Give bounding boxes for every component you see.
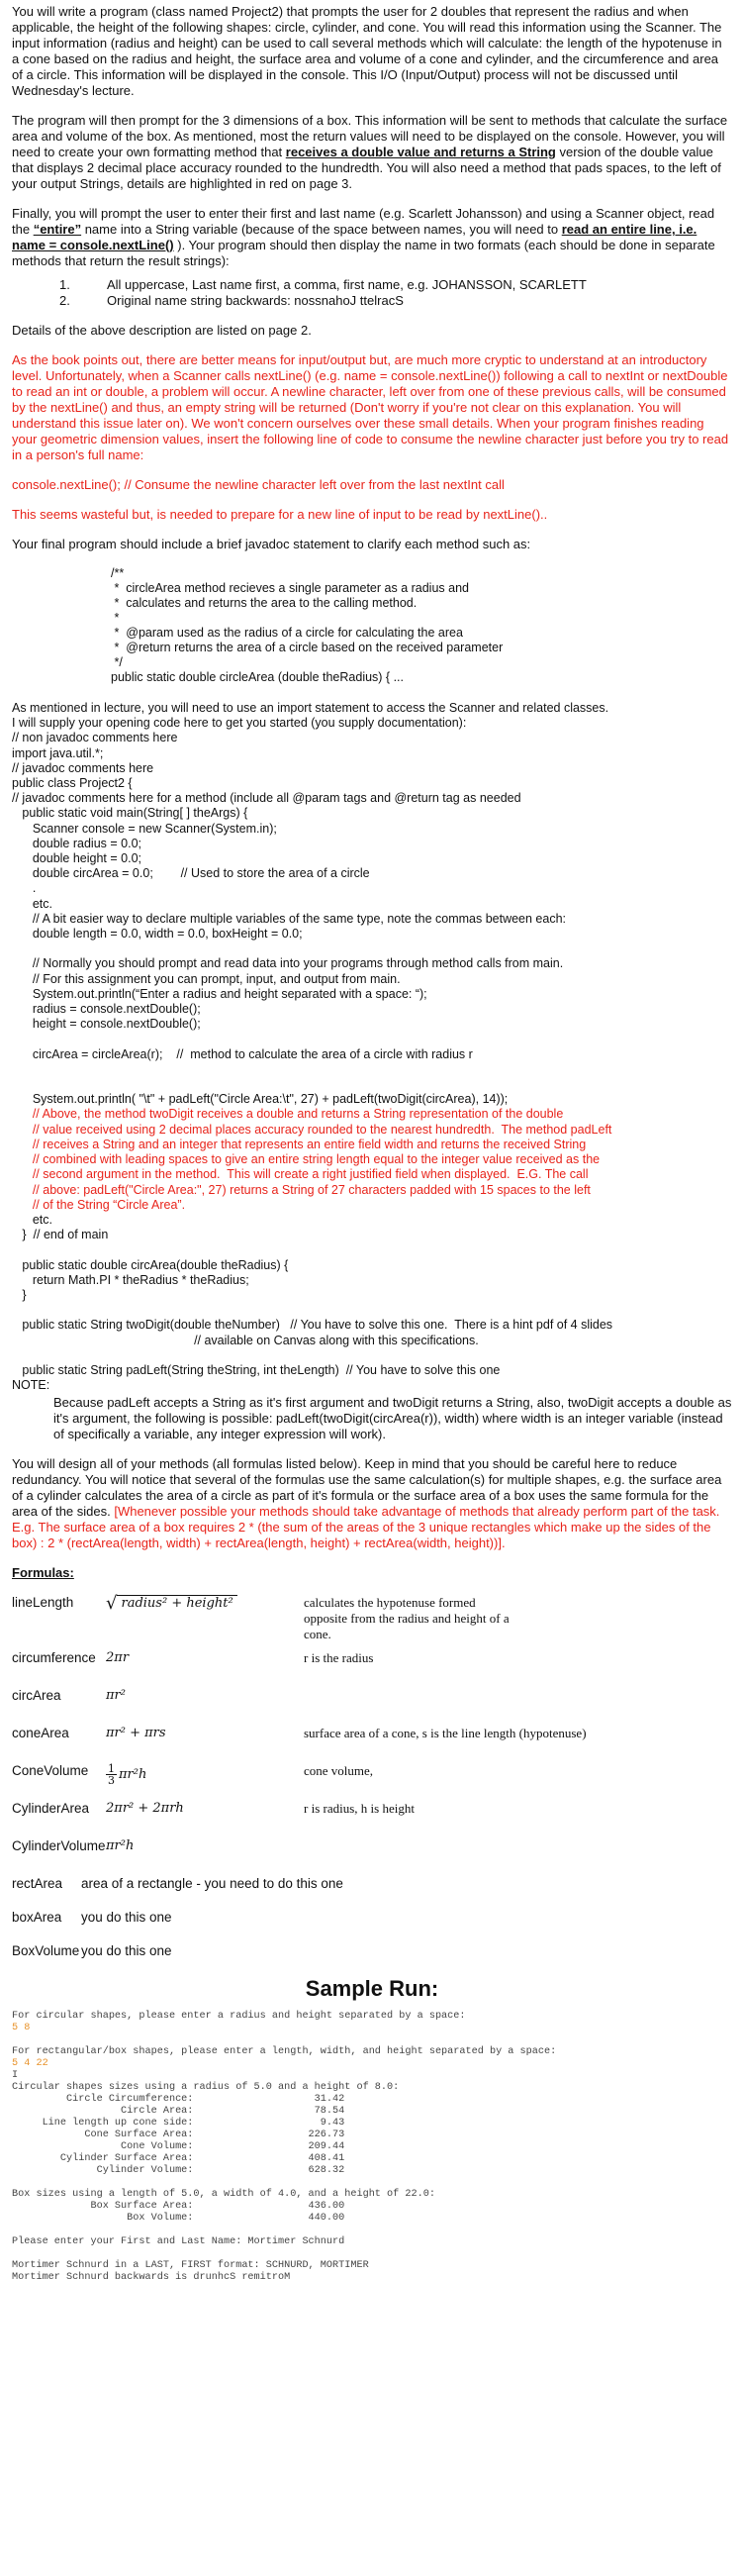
- formula-expression: πr²h: [106, 1838, 135, 1854]
- console-input-circle: 5 8: [12, 2023, 31, 2034]
- newline-code-line: console.nextLine(); // Consume the newline character left over from the last nextInt call: [12, 477, 505, 492]
- formula-name: lineLength: [12, 1595, 74, 1611]
- formula-note: you do this one: [81, 1910, 172, 1926]
- formula-row-conearea: [12, 1726, 732, 1755]
- formula-row-circumference: [12, 1650, 732, 1680]
- formula-row-cylindervolume: [12, 1838, 732, 1868]
- console-cursor: I: [12, 2070, 19, 2082]
- starter-code-end: etc. } // end of main public static double circArea(double theRadius) { return Math.PI * theRadius * theRadius; } public static String twoDigit(double theNumber) // You have to solve this one. There is a hint pdf of 4 slides // available on Canvas along with this specifications. public static String padLeft(String theString, int theLength) // You have to solve this one NOTE:: [12, 1212, 613, 1393]
- formula-note: you do this one: [81, 1943, 172, 1959]
- red-text: [Whenever possible your methods should take advantage of methods that already perform part of the task. E.g. The surface area of a box requires 2 * (the sum of the areas of the 3 unique rectangles which make up the sides of the box) : 2 * (rectArea(length, width) + rectArea(length, height) + rectArea(width, height))].: [12, 1504, 720, 1551]
- formula-description: surface area of a cone, s is the line length (hypotenuse): [304, 1726, 587, 1741]
- starter-code-red-comments: // Above, the method twoDigit receives a double and returns a String representation of the double // value received using 2 decimal places accuracy rounded to the nearest hundredth. The method padLeft // receives a String and an integer that represents an entire field width and returns the received String // combined with leading spaces to give an entire string length equal to the integer value received as the // second argument in the method. This will create a right justified field when displayed. E.G. The call // above: padLeft("Circle Area:", 27) returns a String of 27 characters padded with 15 spaces to the left // of the String “Circle Area”.: [32, 1107, 612, 1212]
- console-input-box: 5 4 22: [12, 2058, 48, 2070]
- formula-note: area of a rectangle - you need to do this one: [81, 1876, 343, 1892]
- text-span: version of the double value that displays 2 decimal place accuracy rounded to the hundredth. You will also need a method that pads spaces, to the left of your output Strings, details are highlighted in red on page 3.: [12, 145, 721, 191]
- formula-row-rectarea: [12, 1876, 732, 1902]
- sample-run-heading: Sample Run:: [305, 1976, 439, 2002]
- formula-row-boxvolume: [12, 1943, 732, 1969]
- formula-row-conevolume: [12, 1763, 732, 1793]
- formula-description: cone volume,: [304, 1763, 374, 1779]
- formula-name: rectArea: [12, 1876, 63, 1892]
- note-text: Because padLeft accepts a String as it's first argument and twoDigit returns a String, also, twoDigit accepts a double as it's argument, the following is possible: padLeft(twoDigit(circArea(r)), width) where width is an integer variable (instead of specifically a variable, any integer expression will work).: [53, 1395, 732, 1442]
- list-item: [59, 277, 732, 293]
- console-name-results: Mortimer Schnurd in a LAST, FIRST format: SCHNURD, MORTIMER Mortimer Schnurd backwards is drunhcS remitroM: [12, 2260, 369, 2284]
- formula-name: CylinderVolume: [12, 1838, 106, 1854]
- text-span: The program will then prompt for the 3 dimensions of a box. This information will be sent to methods that calculate the surface area and volume of the box. As mentioned, most the return values will need to be displayed on the console. However, you will need to create your own formatting method that: [12, 113, 728, 159]
- list-text: All uppercase, Last name first, a comma, first name, e.g. JOHANSSON, SCARLETT: [107, 277, 587, 292]
- formula-expression: 2πr² + 2πrh: [106, 1801, 184, 1817]
- text-span: ). Your program should then display the name in two formats (each should be done in separate methods that return the result strings):: [12, 238, 715, 268]
- underlined-text: read an entire line, i.e. name = console.nextLine(): [12, 222, 698, 252]
- text-span: name into a String variable (because of the space between names, you will need to: [81, 222, 562, 237]
- list-item: [59, 293, 732, 309]
- design-paragraph: [12, 1456, 732, 1551]
- formula-expression: πr² + πrs: [106, 1726, 166, 1741]
- fraction-denominator: 3: [108, 1774, 115, 1788]
- javadoc-intro: Your final program should include a brief javadoc statement to clarify each method such as:: [12, 537, 531, 551]
- sqrt-symbol: √ radius² + height²: [106, 1595, 237, 1613]
- formula-row-boxarea: [12, 1910, 732, 1935]
- formula-name: boxArea: [12, 1910, 62, 1926]
- text-span: Finally, you will prompt the user to enter their first and last name (e.g. Scarlett Johansson) and using a Scanner object, read the: [12, 206, 715, 237]
- console-prompt-circle: For circular shapes, please enter a radius and height separated by a space:: [12, 2011, 466, 2023]
- formula-name: coneArea: [12, 1726, 69, 1741]
- formulas-heading: Formulas:: [12, 1565, 74, 1581]
- console-output: [12, 2011, 732, 2284]
- formula-expression: 2πr: [106, 1650, 130, 1666]
- intro-paragraph-1: You will write a program (class named Project2) that prompts the user for 2 doubles that represent the radius and when applicable, the height of the following shapes: circle, cylinder, and cone. You will read this information using the Scanner. The input information (radius and height) can be used to call several methods which will calculate: the length of the hypotenuse in a cone based on the radius and height, the surface area and volume of a cone and cylinder, and the circumference and area of a circle. This information will be displayed in the console. This I/O (Input/Output) process will not be discussed until Wednesday's lecture.: [12, 4, 722, 98]
- intro-paragraph-2: [12, 113, 732, 192]
- name-format-list: [12, 277, 732, 309]
- formula-expression: [106, 1595, 304, 1614]
- javadoc-example: /** * circleArea method recieves a single parameter as a radius and * calculates and returns the area to the calling method. * * @param used as the radius of a circle for calculating the area * @return returns the area of a circle based on the received parameter */ public static double circleArea (double theRadius) { ...: [111, 566, 504, 684]
- formula-row-linelength: [12, 1595, 732, 1642]
- list-number: 1.: [59, 277, 70, 292]
- fraction-numerator: 1: [108, 1762, 115, 1776]
- underlined-text: “entire”: [33, 222, 82, 237]
- console-prompt-box: For rectangular/box shapes, please enter a length, width, and height separated by a space:: [12, 2046, 557, 2058]
- console-name-prompt: Please enter your First and Last Name: Mortimer Schnurd: [12, 2236, 345, 2248]
- formula-name: ConeVolume: [12, 1763, 89, 1779]
- formula-description: calculates the hypotenuse formed opposite from the radius and height of a cone.: [304, 1595, 510, 1642]
- document-page: [12, 4, 732, 2284]
- formula-name: BoxVolume: [12, 1943, 80, 1959]
- formula-name: circumference: [12, 1650, 96, 1666]
- newline-warning: As the book points out, there are better means for input/output but, are much more cryptic to understand at an introductory level. Unfortunately, when a Scanner calls nextLine() (e.g. name = console.nextLine()) following a call to nextInt or nextDouble to read an int or double, a problem will occur. A newline character, left over from one of these previous calls, will be consumed by the nextLine() and thus, an empty string will be returned (Don't worry if you're not clear on this explanation. You will understand this issue later on). We won't concern ourselves over these small details. When your program finishes reading your geometric dimension values, insert the following line of code to consume the newline character just before you try to read in a person's full name:: [12, 352, 729, 462]
- expression-text: πr²h: [119, 1767, 147, 1783]
- formula-row-circarea: [12, 1688, 732, 1718]
- details-note: Details of the above description are listed on page 2.: [12, 323, 312, 338]
- starter-code: As mentioned in lecture, you will need to use an import statement to access the Scanner and related classes. I will supply your opening code here to get you started (you supply documentation): // non javadoc comments here import java.util.*; // javadoc comments here public class Project2 { // javadoc comments here for a method (include all @param tags and @return tag as needed public static void main(String[ ] theArgs) { Scanner console = new Scanner(System.in); double radius = 0.0; double height = 0.0; double circArea = 0.0; // Used to store the area of a circle . etc. // A bit easier way to declare multiple variables of the same type, note the commas between each: double length = 0.0, width = 0.0, boxHeight = 0.0; // Normally you should prompt and read data into your programs through method calls from main. // For this assignment you can prompt, input, and output from main. System.out.println(“Enter a radius and height separated with a space: “); radius = console.nextDouble(); height = console.nextDouble(); circArea = circleArea(r); // method to calculate the area of a circle with radius r System.out.println( "\t" + padLeft("Circle Area:\t", 27) + padLeft(twoDigit(circArea), 14));: [12, 701, 609, 1107]
- formula-name: circArea: [12, 1688, 61, 1704]
- newline-explanation: This seems wasteful but, is needed to prepare for a new line of input to be read by nextLine()..: [12, 507, 548, 522]
- text-span: You will design all of your methods (all formulas listed below). Keep in mind that you should be careful here to reduce redundancy. You will notice that several of the formulas use the same calculation(s) for multiple shapes, e.g. the surface area of a cylinder calculates the area of a circle as part of it's formula or the surface area of a box uses the same formula for the area of the sides.: [12, 1456, 722, 1520]
- list-text: Original name string backwards: nossnahoJ ttelracS: [107, 293, 404, 308]
- formula-name: CylinderArea: [12, 1801, 90, 1817]
- fraction: [106, 1763, 117, 1786]
- console-box-results: Box sizes using a length of 5.0, a width of 4.0, and a height of 22.0: Box Surface Area: 436.00 Box Volume: 440.00: [12, 2189, 435, 2225]
- list-number: 2.: [59, 293, 70, 308]
- underlined-text: receives a double value and returns a String: [285, 145, 556, 159]
- formula-description: r is the radius: [304, 1650, 374, 1666]
- formula-row-cylinderarea: [12, 1801, 732, 1831]
- formula-expression: πr²: [106, 1688, 126, 1704]
- console-circle-results: Circular shapes sizes using a radius of 5.0 and a height of 8.0: Circle Circumference: 31.42 Circle Area: 78.54 Line length up cone side: 9.43 Cone Surface Area: 226.73 Cone Volume: 209.44 Cylinder Surface Area: 408.41 Cylinder Volume: 628.32: [12, 2082, 400, 2177]
- formula-expression: [106, 1763, 304, 1786]
- formula-description: r is radius, h is height: [304, 1801, 415, 1817]
- sqrt-radicand: radius² + height²: [117, 1595, 236, 1612]
- intro-paragraph-3: [12, 206, 732, 269]
